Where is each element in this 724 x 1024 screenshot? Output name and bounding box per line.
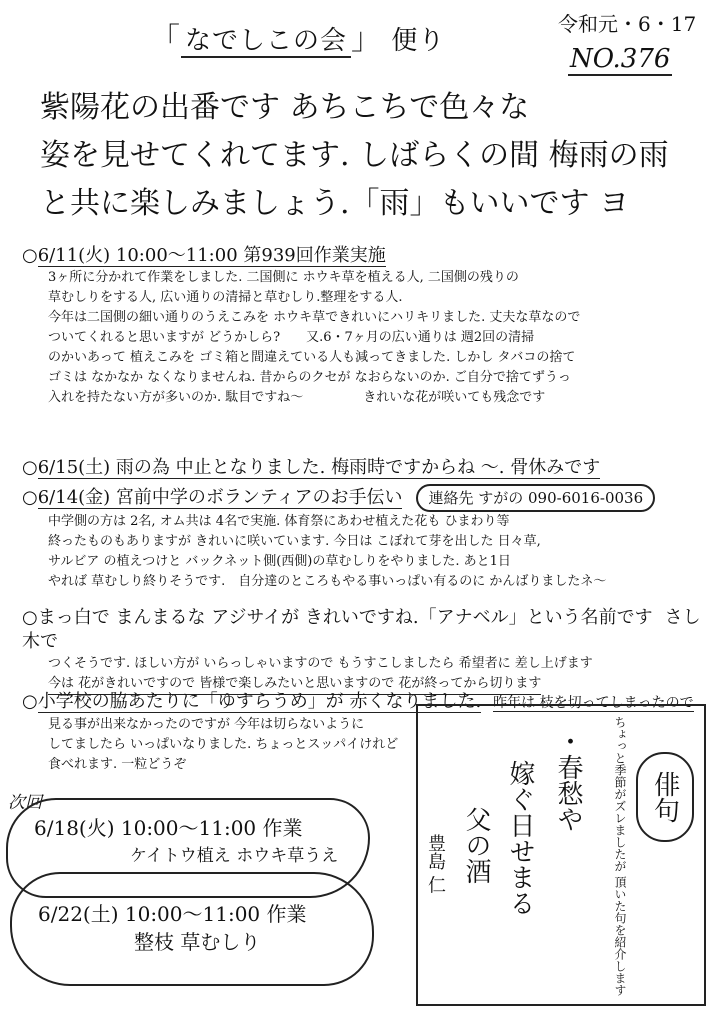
entry-body: 3ヶ所に分かれて作業をしました. 二国側に ホウキ草を植える人, 二国側の残りの 草むしりをする人, 広い通りの清掃と草むしり.整理をする人. 今年は二国側の細い通りのうえこみを ホウキ草できれいにハリキリました. 丈夫な草なので ついてくれると思いますが どうかしら? 又.6・7ヶ月の広い通りは 週2回の清掃 のかいあって 植えこみを ゴミ箱と間違えている人も減ってきました. しかし タバコの捨て ゴミは なかなか なくなりませんね. 昔からのクセが なおらないのか. ご自分で捨てずうっ 入れを持たない方が多いのか. 駄目ですね〜 きれいな花が咲いても残念です [48, 270, 581, 405]
title-main: なでしこの会 [181, 26, 351, 58]
next-schedule-1: 6/18(火) 10:00〜11:00 作業 ケイトウ植え ホウキ草うえ [6, 798, 370, 898]
entry-head: 6/14(金) 宮前中学のボランティアのお手伝い [37, 487, 403, 508]
haiku-note: ちょっと季節がズレましたが 頂いた句を紹介します [613, 716, 627, 996]
lead-line-1: 紫陽花の出番です あちこちで色々な [40, 90, 530, 125]
title-bracket-close: 」 [351, 22, 383, 57]
entry-aside: 昨年は 枝を切ってしまったので [493, 695, 694, 711]
entry-volunteer: ○6/14(金) 宮前中学のボランティアのお手伝い 連絡先 すがの 090-6016-0036 中学側の方は 2名, オム共は 4名で実施. 体育祭にあわせ植えた花も ひまわり等 終ったものもありますが きれいに咲いています. 今日は こぼれて芽を出した 日々草, サルビア の植えつけと バックネット側(西側)の草むしりをやりました. あと1日 やれば 草むしり終りそうです. 自分達のところもやる事いっぱい有るのに かんばりましたネ〜 [22, 484, 702, 592]
issue-date: 令和元・6・17 [558, 12, 697, 36]
entry-head: まっ白で まんまるな アジサイが きれいですね.「アナベル」という名前です [37, 607, 653, 628]
haiku-badge: 俳句 [636, 752, 694, 842]
entry-head: 6/15(土) 雨の為 中止となりました. 梅雨時ですからね 〜. 骨休みです [37, 457, 601, 478]
title-suffix: 便り [391, 26, 446, 56]
next-schedule-2: 6/22(土) 10:00〜11:00 作業 整枝 草むしり [10, 872, 374, 986]
newsletter-title [150, 14, 445, 58]
entry-aside: さし木で [22, 607, 701, 652]
entry-hydrangea: ○まっ白で まんまるな アジサイが きれいですね.「アナベル」という名前です さし木で つくそうです. ほしい方が いらっしゃいますので もうすこしましたら 希望者に 差し上げます 今は 花がきれいですので 皆様で楽しみたいと思いますので 花が終ってから切ります [22, 606, 702, 695]
lead-paragraph [40, 84, 700, 228]
haiku-line-1: ・春愁や [553, 728, 583, 832]
lead-line-3: と共に楽しみましょう.「雨」もいいです ヨ [40, 186, 630, 221]
entry-rain-cancel: ○6/15(土) 雨の為 中止となりました. 梅雨時ですからね 〜. 骨休みです [22, 457, 601, 478]
entry-head: 小学校の脇あたりに「ゆすらうめ」が 赤くなりました. [37, 691, 482, 712]
next-schedule-label: 次回 [8, 793, 42, 813]
entry-head: 6/11(火) 10:00〜11:00 第939回作業実施 [37, 245, 386, 266]
haiku-line-3: 父の酒 [461, 806, 491, 884]
title-bracket-open: 「 [150, 22, 181, 57]
haiku-box [416, 704, 706, 1006]
contact-box: 連絡先 すがの 090-6016-0036 [416, 484, 655, 512]
entry-body: 見る事が出来なかったのですが 今年は切らないように してましたら いっぱいなりました. ちょっとスッパイけれど 食べれます. 一粒どうぞ [48, 717, 399, 772]
entry-work-report: ○6/11(火) 10:00〜11:00 第939回作業実施 3ヶ所に分かれて作業をしました. 二国側に ホウキ草を植える人, 二国側の残りの 草むしりをする人, 広い通りの清掃と草むしり.整理をする人. 今年は二国側の細い通りのうえこみを ホウキ草できれいにハリキリました. 丈夫な草なので ついてくれると思いますが どうかしら? 又.6・7ヶ月の広い通りは 週2回の清掃 のかいあって 植えこみを ゴミ箱と間違えている人も減ってきました. しかし タバコの捨て ゴミは なかなか なくなりませんね. 昔からのクセが なおらないのか. ご自分で捨てずうっ 入れを持たない方が多いのか. 駄目ですね〜 きれいな花が咲いても残念です [22, 244, 702, 408]
entry-aside: きれいな花が咲いても残念です [363, 390, 546, 405]
haiku-line-2: 嫁ぐ日せまる [505, 760, 535, 916]
issue-number: NO.376 [570, 44, 671, 74]
entry-body: 中学側の方は 2名, オム共は 4名で実施. 体育祭にあわせ植えた花も ひまわり等 終ったものもありますが きれいに咲いています. 今日は こぼれて芽を出した 日々草, サルビア の植えつけと バックネット側(西側)の草むしりをやりました. あと1日 やれば 草むしり終りそうです. 自分達のところもやる事いっぱい有るのに かんばりましたネ〜 [48, 514, 607, 589]
haiku-author: 豊島 仁 [425, 834, 446, 894]
entry-yusuraume: ○小学校の脇あたりに「ゆすらうめ」が 赤くなりました. 昨年は 枝を切ってしまったので 見る事が出来なかったのですが 今年は切らないように してましたら いっぱいなりました. ちょっとスッパイけれど 食べれます. 一粒どうぞ [22, 690, 422, 775]
entry-body: つくそうです. ほしい方が いらっしゃいますので もうすこしましたら 希望者に 差し上げます 今は 花がきれいですので 皆様で楽しみたいと思いますので 花が終ってから切ります [22, 654, 702, 695]
lead-line-2: 姿を見せてくれてます. しばらくの間 梅雨の雨 [40, 138, 669, 173]
